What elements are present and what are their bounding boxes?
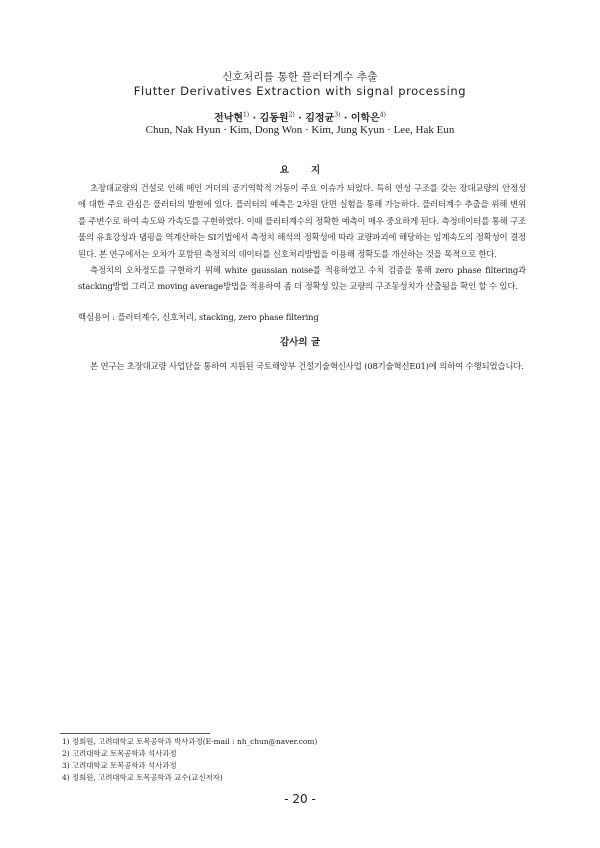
author-separator: · [294, 113, 306, 124]
acknowledgement-text: 본 연구는 초장대교량 사업단을 통하여 지원된 국토해양부 건설기술혁신사업 (08기술혁신E01)에 의하여 수행되었습니다. [90, 361, 524, 371]
title-english: Flutter Derivatives Extraction with signal processing [133, 84, 467, 98]
author-3: 김정균$^{3)}$ [305, 111, 341, 124]
page-number: - 20 - [284, 792, 316, 806]
footnotes [62, 736, 522, 784]
authors-korean [0, 109, 600, 124]
footnote-1: 1) 정회원, 고려대학교 토목공학과 박사과정(E-mail : nh_chun@naver.com) [62, 737, 318, 746]
footnote-4: 4) 정회원, 고려대학교 토목공학과 교수(교신저자) [62, 773, 223, 782]
abstract-paragraph-2: 측정치의 오차정도를 구현하기 위해 white gaussian noise를 적용하였고 수치 검증을 통해 zero phase filtering과 stacking방법 그리고 moving average방법을 적용하여 좀 더 정확성 있는 교량의 구조동성치가 산출됨을 확인 할 수 있다. [78, 265, 526, 292]
footnote-divider [60, 733, 210, 734]
author-separator: · [340, 113, 351, 124]
acknowledgement-heading: 감사의 글 [279, 337, 320, 348]
footnote-2: 2) 고려대학교 토목공학과 석사과정 [62, 749, 177, 758]
author-separator: · [249, 113, 260, 124]
keywords: 핵심용어 : 플러터계수, 신호처리, stacking, zero phase filtering [78, 312, 319, 322]
author-1: 전낙현$^{1)}$ [214, 111, 250, 124]
author-2: 김동원$^{2)}$ [259, 111, 295, 124]
authors-english: Chun, Nak Hyun · Kim, Dong Won · Kim, Jung Kyun · Lee, Hak Eun [145, 124, 455, 136]
title-korean: 신호처리를 통한 플러터계수 추출 [222, 71, 378, 83]
abstract-paragraph-1: 초장대교량의 건설로 인해 메인 거더의 공기역학적 거동이 주요 이슈가 되었다. 특히 연성 구조를 갖는 장대교량의 안정성에 대한 주요 관심은 플러터의 발현에 있다. 플러터의 예측은 2차원 단면 실험을 통해 가능하다. 플러터계수 추출을 위해 변위를 주변수로 하여 속도와 가속도를 구현하였다. 이때 플러터계수의 정확한 예측이 매우 중요하게 된다. 측정데이터를 통해 구조물의 유효강성과 댐핑을 역계산하는 SI기법에서 측정치 해석의 정확성에 따라 교량파괴에 해당하는 임계속도의 정확성이 결정된다. 본 연구에서는 오차가 포함된 측정치의 데이터를 신호처리방법을 이용해 정확도를 개선하는 것을 목적으로 한다. [78, 183, 526, 259]
footnote-3: 3) 고려대학교 토목공학과 석사과정 [62, 761, 177, 770]
abstract-heading: 요지 [279, 165, 343, 176]
author-4: 이학은$^{4)}$ [350, 111, 386, 124]
